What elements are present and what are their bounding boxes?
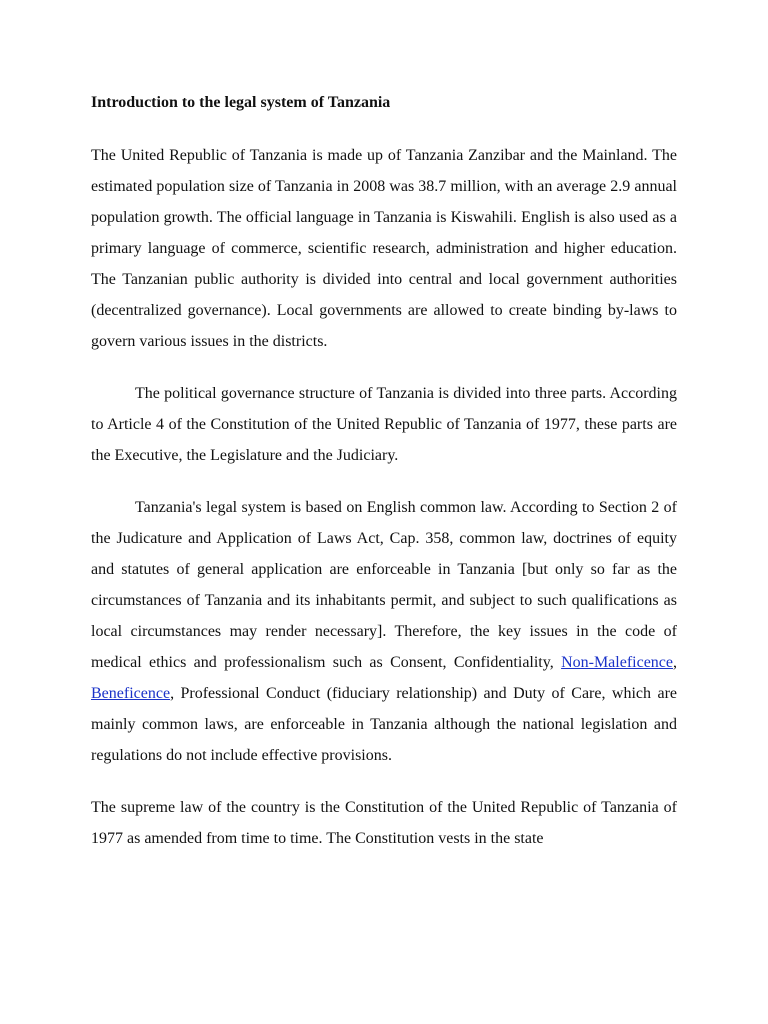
non-maleficence-link[interactable]: Non-Maleficence <box>561 654 673 671</box>
paragraph-governance: The political governance structure of Tanzania is divided into three parts. According to Article 4 of the Constitution of the United Republic of Tanzania of 1977, these parts are the Executive, the Legislature and the Judiciary. <box>91 385 677 464</box>
paragraph-intro: The United Republic of Tanzania is made up of Tanzania Zanzibar and the Mainland. The estimated population size of Tanzania in 2008 was 38.7 million, with an average 2.9 annual population growth. The official language in Tanzania is Kiswahili. English is also used as a primary language of commerce, scientific research, administration and higher education. The Tanzanian public authority is divided into central and local government authorities (decentralized governance). Local governments are allowed to create binding by-laws to govern various issues in the districts. <box>91 147 677 350</box>
link-separator: , <box>673 654 677 671</box>
paragraph-legal-system-text: Tanzania's legal system is based on English common law. According to Section 2 of the Judicature and Application of Laws Act, Cap. 358, common law, doctrines of equity and statutes of general application are enforceable in Tanzania [but only so far as the circumstances of Tanzania and its inhabitants permit, and subject to such qualifications as local circumstances may render necessary]. Therefore, the key issues in the code of medical ethics and professionalism such as Consent, Confidentiality, <box>91 499 677 671</box>
document-title: Introduction to the legal system of Tanzania <box>91 94 391 111</box>
beneficence-link[interactable]: Beneficence <box>91 685 171 702</box>
document-page <box>91 92 677 875</box>
paragraph-constitution: The supreme law of the country is the Constitution of the United Republic of Tanzania of 1977 as amended from time to time. The Constitution vests in the state <box>91 799 677 847</box>
paragraph-legal-system <box>91 492 677 771</box>
paragraph-legal-system-text-end: , Professional Conduct (fiduciary relationship) and Duty of Care, which are mainly common laws, are enforceable in Tanzania although the national legislation and regulations do not include effective provisions. <box>91 685 677 764</box>
